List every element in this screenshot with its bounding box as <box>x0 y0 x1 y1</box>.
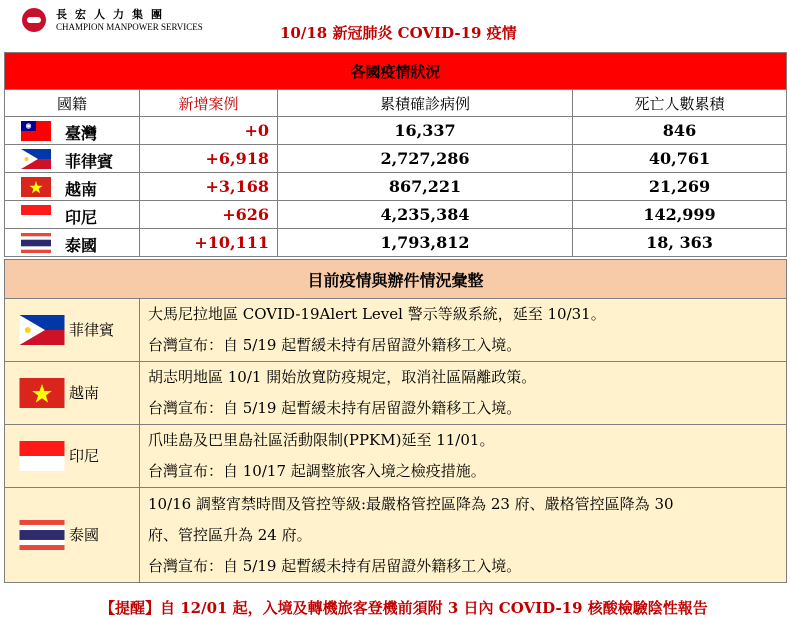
table-row <box>5 299 787 362</box>
header-cumulative: 累積確診病例 <box>278 90 573 117</box>
cumulative-cases: 2,727,286 <box>278 145 573 173</box>
condition-line: 10/16 調整宵禁時間及管控等級:最嚴格管控區降為 23 府、嚴格管控區降為 30 <box>148 494 674 513</box>
cumulative-cases: 1,793,812 <box>278 229 573 257</box>
condition-line: 爪哇島及巴里島社區活動限制(PPKM)延至 11/01。 <box>148 431 495 449</box>
indonesia-flag-icon <box>19 441 65 471</box>
deaths: 18, 363 <box>573 229 787 257</box>
table-row <box>5 201 787 229</box>
new-cases: +626 <box>140 201 278 229</box>
country-name: 泰國 <box>69 526 100 544</box>
page-header <box>0 0 790 48</box>
deaths: 21,269 <box>573 173 787 201</box>
reminder-footer: 【提醒】自 12/01 起，入境及轉機旅客登機前須附 3 日內 COVID-19 核酸檢驗陰性報告 <box>100 599 708 617</box>
philippines-flag-icon <box>15 149 57 169</box>
cumulative-cases: 4,235,384 <box>278 201 573 229</box>
condition-line: 台灣宣布：自 10/17 起調整旅客入境之檢疫措施。 <box>148 462 486 480</box>
company-logo-icon <box>22 8 46 32</box>
company-name-cn: 長宏人力集團 <box>56 8 170 21</box>
deaths: 846 <box>573 117 787 145</box>
condition-line: 胡志明地區 10/1 開始放寬防疫規定，取消社區隔離政策。 <box>148 368 537 386</box>
country-name: 印尼 <box>69 447 100 465</box>
country-name: 泰國 <box>65 236 98 255</box>
conditions-band: 目前疫情與辦件情況彙整 <box>5 260 787 299</box>
stats-band: 各國疫情狀況 <box>5 53 787 90</box>
indonesia-flag-icon <box>15 205 57 225</box>
table-row <box>5 145 787 173</box>
condition-line: 府、管控區升為 24 府。 <box>148 525 312 544</box>
table-row <box>5 173 787 201</box>
header-new-cases: 新增案例 <box>140 90 278 117</box>
table-row <box>5 229 787 257</box>
header-deaths: 死亡人數累積 <box>573 90 787 117</box>
country-name: 菲律賓 <box>69 321 115 339</box>
taiwan-flag-icon <box>15 121 57 141</box>
deaths: 40,761 <box>573 145 787 173</box>
company-name-en: CHAMPION MANPOWER SERVICES <box>56 22 203 32</box>
header-country: 國籍 <box>5 90 140 117</box>
country-name: 臺灣 <box>65 124 98 143</box>
new-cases: +6,918 <box>140 145 278 173</box>
country-name: 越南 <box>65 180 98 199</box>
deaths: 142,999 <box>573 201 787 229</box>
table-row <box>5 362 787 425</box>
new-cases: +10,111 <box>140 229 278 257</box>
thailand-flag-icon <box>19 520 65 550</box>
vietnam-flag-icon <box>15 177 57 197</box>
condition-line: 台灣宣布：自 5/19 起暫緩未持有居留證外籍移工入境。 <box>148 336 522 354</box>
country-name: 菲律賓 <box>65 152 114 171</box>
conditions-table <box>4 259 787 583</box>
new-cases: +0 <box>140 117 278 145</box>
table-row <box>5 117 787 145</box>
cumulative-cases: 867,221 <box>278 173 573 201</box>
condition-line: 大馬尼拉地區 COVID-19Alert Level 警示等級系統，延至 10/31。 <box>148 305 606 323</box>
page-title: 10/18 新冠肺炎 COVID-19 疫情 <box>280 24 517 42</box>
country-name: 越南 <box>69 384 100 402</box>
philippines-flag-icon <box>19 315 65 345</box>
stats-table <box>4 52 787 257</box>
condition-line: 台灣宣布：自 5/19 起暫緩未持有居留證外籍移工入境。 <box>148 556 522 575</box>
country-name: 印尼 <box>65 208 98 227</box>
cumulative-cases: 16,337 <box>278 117 573 145</box>
table-row <box>5 488 787 583</box>
table-row <box>5 425 787 488</box>
condition-line: 台灣宣布：自 5/19 起暫緩未持有居留證外籍移工入境。 <box>148 399 522 417</box>
thailand-flag-icon <box>15 233 57 253</box>
new-cases: +3,168 <box>140 173 278 201</box>
vietnam-flag-icon <box>19 378 65 408</box>
